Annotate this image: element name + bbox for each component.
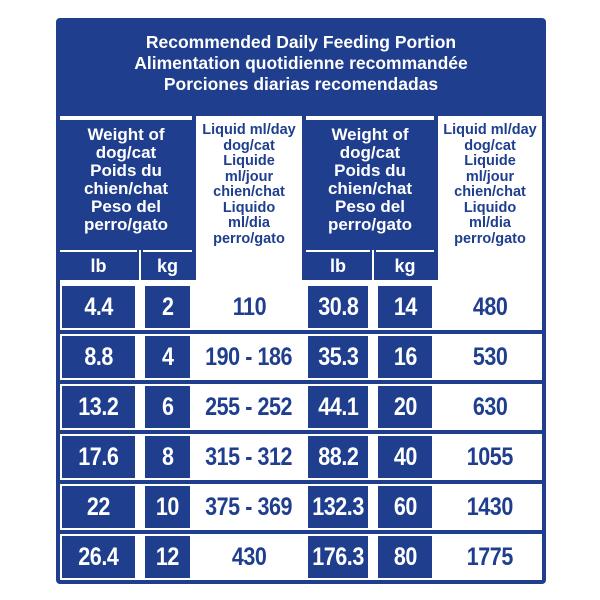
cell-lb-left (62, 536, 135, 578)
cell-ml-right (438, 384, 542, 430)
cell-kg-right-value: 16 (393, 342, 417, 371)
unit-divider (139, 250, 141, 280)
cell-ml-right-value: 630 (472, 392, 508, 421)
cell-kg-right-value: 14 (393, 292, 417, 321)
title-spanish: Porciones diarias recomendadas (163, 74, 439, 94)
cell-lb-right-value: 44.1 (317, 392, 359, 421)
cell-kg-left (145, 436, 190, 478)
cell-lb-right (308, 536, 368, 578)
liquid-header-right-line: dog/cat (464, 137, 516, 154)
liquid-header-right-line: perro/gato (454, 230, 526, 247)
cell-kg-right (378, 286, 432, 328)
title-french: Alimentation quotidienne recommandée (134, 53, 468, 73)
liquid-header-left-line: perro/gato (213, 230, 285, 247)
weight-header-right-line: Poids du (334, 161, 406, 180)
cell-ml-left-value: 315 - 312 (205, 442, 293, 471)
weight-header-right-line: Peso del (335, 197, 405, 216)
cell-ml-right (438, 534, 542, 580)
liquid-header-left-line: Liquido (222, 199, 276, 216)
cell-kg-left-value: 2 (161, 292, 174, 321)
cell-ml-right-value: 530 (472, 342, 508, 371)
cell-ml-left-value: 190 - 186 (205, 342, 293, 371)
cell-lb-left-value: 4.4 (84, 292, 113, 321)
cell-kg-left-value: 12 (155, 542, 180, 571)
cell-ml-left (196, 384, 302, 430)
cell-lb-right (308, 386, 368, 428)
liquid-header-right-line: ml/dia (469, 215, 511, 231)
liquid-header-right-line: chien/chat (454, 184, 526, 200)
weight-header-right-line: dog/cat (339, 143, 401, 162)
liquid-header-right-line: ml/jour (465, 168, 515, 185)
title-english: Recommended Daily Feeding Portion (145, 32, 457, 52)
liquid-header-left-line: ml/jour (224, 168, 274, 185)
cell-kg-right-value: 20 (393, 392, 417, 421)
cell-ml-right-value: 1055 (466, 442, 514, 471)
cell-ml-left (196, 334, 302, 380)
liquid-header-right-line: Liquid ml/day (443, 122, 537, 138)
cell-lb-right-value: 30.8 (317, 292, 359, 321)
cell-kg-right-value: 80 (393, 542, 417, 571)
cell-ml-right-value: 1430 (466, 492, 514, 521)
cell-lb-right (308, 286, 368, 328)
weight-header-left-line: dog/cat (95, 143, 157, 162)
cell-kg-right-value: 40 (393, 442, 417, 471)
cell-lb-right-value: 88.2 (317, 442, 359, 471)
weight-header-left (60, 116, 192, 246)
unit-divider (372, 250, 374, 280)
cell-lb-left (62, 436, 135, 478)
cell-kg-left-value: 8 (161, 442, 174, 471)
liquid-header-left-line: Liquid ml/day (202, 122, 296, 138)
cell-kg-right (378, 436, 432, 478)
cell-ml-left-value: 110 (232, 292, 266, 321)
cell-ml-right (438, 484, 542, 530)
cell-lb-right-value: 132.3 (312, 492, 364, 521)
cell-kg-left-value: 4 (161, 342, 174, 371)
cell-kg-left (145, 286, 190, 328)
cell-lb-left (62, 286, 135, 328)
weight-header-left-line: Weight of (87, 125, 165, 144)
cell-ml-right-value: 1775 (466, 542, 514, 571)
weight-header-left-line: Peso del (91, 197, 161, 216)
cell-ml-left (196, 534, 302, 580)
cell-ml-left-value: 255 - 252 (205, 392, 293, 421)
cell-lb-right-value: 176.3 (312, 542, 364, 571)
cell-kg-left (145, 486, 190, 528)
cell-ml-left-value: 375 - 369 (205, 492, 293, 521)
cell-kg-right (378, 486, 432, 528)
liquid-header-left-line: dog/cat (223, 137, 275, 154)
cell-lb-right (308, 336, 368, 378)
cell-lb-right (308, 486, 368, 528)
cell-kg-right (378, 336, 432, 378)
cell-ml-right (438, 334, 542, 380)
cell-kg-right-value: 60 (393, 492, 417, 521)
liquid-header-right-line: Liquido (463, 199, 517, 216)
cell-kg-left (145, 386, 190, 428)
cell-ml-right (438, 434, 542, 480)
weight-header-right-line: Weight of (331, 125, 409, 144)
liquid-header-right (438, 116, 542, 284)
cell-lb-left (62, 336, 135, 378)
lb-header-right: lb (306, 250, 370, 280)
cell-lb-left-value: 26.4 (78, 542, 119, 571)
cell-ml-right (438, 284, 542, 330)
cell-ml-left (196, 284, 302, 330)
cell-kg-left (145, 336, 190, 378)
cell-kg-left-value: 6 (161, 392, 174, 421)
cell-lb-right-value: 35.3 (317, 342, 359, 371)
weight-header-right-line: chien/chat (327, 179, 413, 198)
liquid-header-left-line: Liquide (223, 153, 275, 169)
weight-header-left-line: perro/gato (83, 215, 169, 234)
liquid-header-left-line: chien/chat (213, 184, 285, 200)
cell-ml-left (196, 434, 302, 480)
cell-lb-left-value: 22 (86, 492, 111, 521)
feeding-table-panel (56, 18, 546, 584)
cell-kg-left-value: 10 (155, 492, 180, 521)
cell-kg-right (378, 536, 432, 578)
cell-ml-left (196, 484, 302, 530)
lb-header-left: lb (60, 250, 137, 280)
cell-kg-left (145, 536, 190, 578)
liquid-header-right-line: Liquide (464, 153, 516, 169)
liquid-header-left (196, 116, 302, 284)
weight-header-left-line: Poids du (90, 161, 162, 180)
cell-lb-right (308, 436, 368, 478)
cell-ml-right-value: 480 (472, 292, 508, 321)
weight-header-left-line: chien/chat (83, 179, 169, 198)
cell-kg-right (378, 386, 432, 428)
cell-lb-left-value: 8.8 (84, 342, 113, 371)
weight-header-right-line: perro/gato (327, 215, 413, 234)
cell-lb-left (62, 486, 135, 528)
cell-lb-left-value: 17.6 (78, 442, 119, 471)
kg-header-left: kg (143, 250, 192, 280)
weight-header-right (306, 116, 434, 246)
kg-header-right: kg (376, 250, 434, 280)
cell-lb-left-value: 13.2 (78, 392, 119, 421)
table-title (56, 32, 546, 95)
cell-lb-left (62, 386, 135, 428)
liquid-header-left-line: ml/dia (228, 215, 270, 231)
cell-ml-left-value: 430 (231, 542, 267, 571)
